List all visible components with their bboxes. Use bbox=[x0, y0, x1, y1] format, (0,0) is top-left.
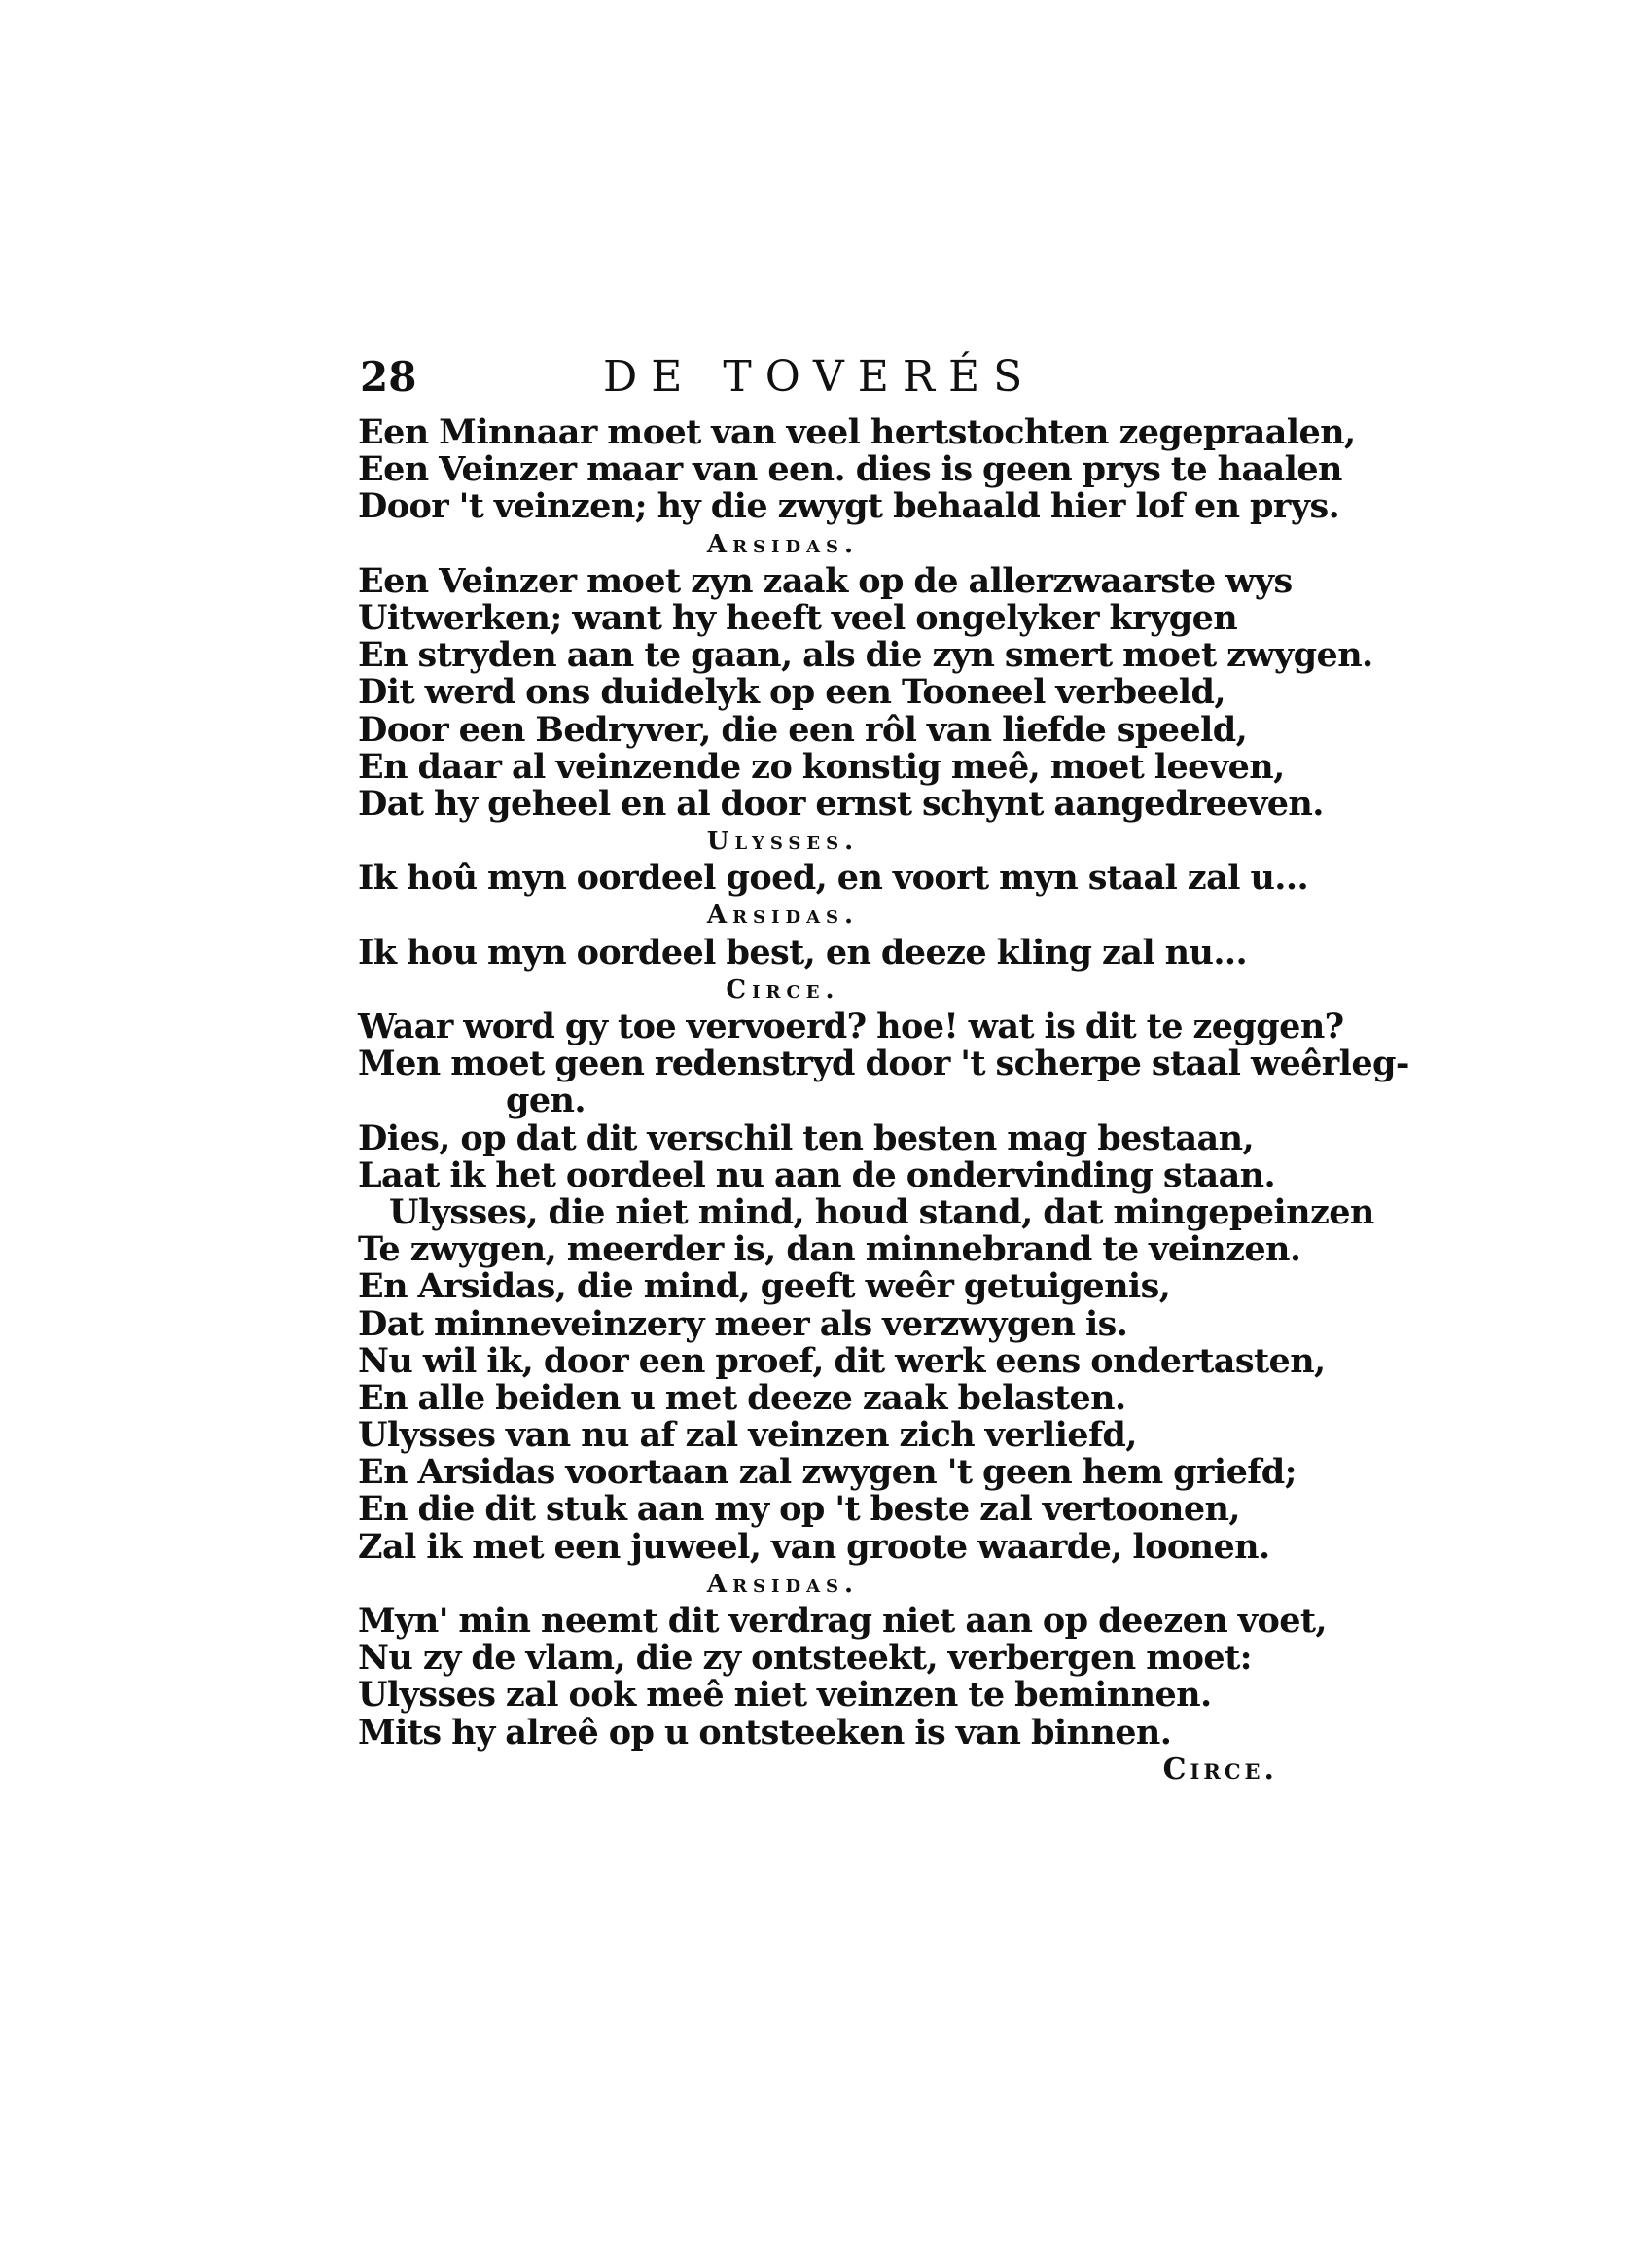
verse-line: En die dit stuk aan my op 't beste zal vertoonen, bbox=[358, 1489, 1240, 1530]
speaker-name: Arsidas. bbox=[706, 529, 860, 559]
verse-line: Laat ik het oordeel nu aan de ondervinding staan. bbox=[358, 1154, 1276, 1195]
verse-line: En stryden aan te gaan, als die zyn smert moet zwygen. bbox=[358, 635, 1373, 676]
speaker-name: Circe. bbox=[726, 975, 840, 1005]
verse-line: Een Veinzer moet zyn zaak op de allerzwaarste wys bbox=[358, 560, 1293, 601]
verse-line: Waar word gy toe vervoerd? hoe! wat is dit te zeggen? bbox=[358, 1007, 1344, 1046]
verse-line: Myn' min neemt dit verdrag niet aan op deezen voet, bbox=[358, 1601, 1328, 1641]
page-number: 28 bbox=[360, 353, 417, 401]
speaker-name: Ulysses. bbox=[706, 827, 860, 857]
verse-text bbox=[350, 412, 1409, 1789]
verse-line: Door een Bedryver, die een rôl van liefde speeld, bbox=[358, 709, 1248, 750]
verse-line: En Arsidas voortaan zal zwygen 't geen hem griefd; bbox=[358, 1452, 1297, 1493]
verse-line: Een Veinzer maar van een. dies is geen prys te haalen bbox=[358, 449, 1342, 490]
verse-line: Dat minneveinzery meer als verzwygen is. bbox=[358, 1303, 1128, 1344]
verse-line: Uitwerken; want hy heeft veel ongelyker krygen bbox=[358, 597, 1238, 638]
verse-line: Ulysses, die niet mind, houd stand, dat mingepeinzen bbox=[389, 1191, 1374, 1232]
verse-line: Door 't veinzen; hy die zwygt behaald hier lof en prys. bbox=[358, 486, 1340, 527]
verse-line: Een Minnaar moet van veel hertstochten zegepraalen, bbox=[358, 412, 1356, 452]
verse-line: Nu wil ik, door een proef, dit werk eens ondertasten, bbox=[358, 1340, 1326, 1381]
verse-line: Dies, op dat dit verschil ten besten mag bestaan, bbox=[358, 1117, 1255, 1158]
verse-line: Mits hy alreê op u ontsteeken is van binnen. bbox=[358, 1712, 1172, 1753]
verse-line: Ulysses van nu af zal veinzen zich verliefd, bbox=[358, 1415, 1137, 1456]
verse-line: Zal ik met een juweel, van groote waarde, loonen. bbox=[358, 1526, 1270, 1567]
running-title: DE TOVERÉS bbox=[603, 352, 1037, 402]
verse-line: Ulysses zal ook meê niet veinzen te beminnen. bbox=[358, 1675, 1212, 1716]
speaker-name: Arsidas. bbox=[706, 1569, 860, 1599]
book-page bbox=[350, 350, 1409, 1945]
verse-line: Ik hou myn oordeel best, en deeze kling zal nu... bbox=[358, 932, 1248, 973]
speaker-name: Arsidas. bbox=[706, 901, 860, 931]
verse-line: Ik hoû myn oordeel goed, en voort myn staal zal u... bbox=[358, 858, 1309, 899]
catchword: Circe. bbox=[1162, 1752, 1278, 1787]
verse-line: gen. bbox=[506, 1081, 586, 1121]
verse-line: Dit werd ons duidelyk op een Tooneel verbeeld, bbox=[358, 672, 1226, 713]
verse-line: En alle beiden u met deeze zaak belasten. bbox=[358, 1377, 1126, 1418]
verse-line: Dat hy geheel en al door ernst schynt aangedreeven. bbox=[358, 783, 1324, 824]
verse-line: Men moet geen redenstryd door 't scherpe staal weêrleg- bbox=[358, 1044, 1409, 1084]
verse-line: En Arsidas, die mind, geeft weêr getuigenis, bbox=[358, 1266, 1171, 1307]
verse-line: Nu zy de vlam, die zy ontsteekt, verbergen moet: bbox=[358, 1638, 1252, 1679]
verse-line: En daar al veinzende zo konstig meê, moet leeven, bbox=[358, 746, 1285, 787]
verse-line: Te zwygen, meerder is, dan minnebrand te veinzen. bbox=[358, 1229, 1301, 1270]
page-header bbox=[360, 350, 1294, 408]
